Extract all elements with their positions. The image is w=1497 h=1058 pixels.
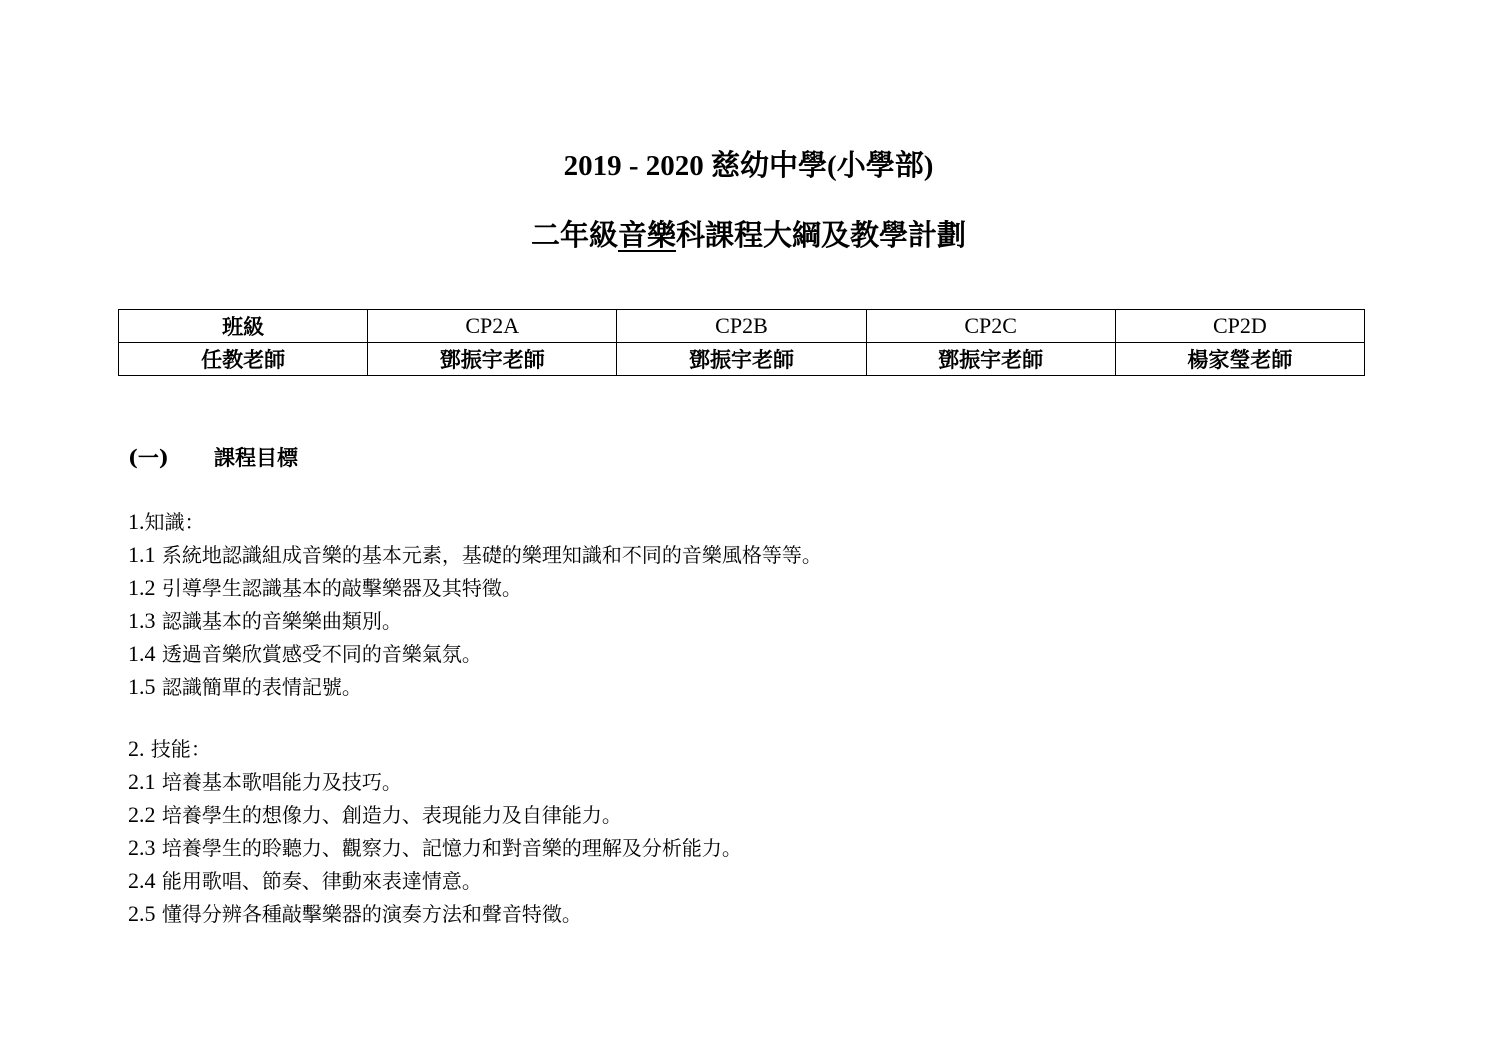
subtitle-subject: 音樂: [617, 218, 676, 252]
table-cell: 班級: [119, 310, 368, 343]
table-cell: 任教老師: [119, 343, 368, 376]
section-title: 課程目標: [214, 445, 298, 470]
list-heading-text: 知識：: [144, 510, 205, 534]
table-row-class: [119, 310, 1365, 343]
list-heading-text: 技能：: [150, 737, 211, 761]
knowledge-list: [128, 505, 822, 703]
list-item-number: 1.1: [128, 542, 156, 567]
document-title: 2019 - 2020 慈幼中學(小學部): [563, 150, 934, 182]
table-row-teacher: [119, 343, 1365, 376]
list-item: [128, 798, 742, 831]
section-number: (一): [128, 445, 169, 470]
list-item-text: 透過音樂欣賞感受不同的音樂氣氛。: [161, 642, 482, 666]
list-item: [128, 538, 822, 571]
section-heading: [128, 442, 298, 472]
list-item-text: 培養學生的聆聽力、觀察力、記憶力和對音樂的理解及分析能力。: [161, 836, 742, 860]
list-item: [128, 571, 822, 604]
list-item-number: 1.5: [128, 674, 156, 699]
table-cell: CP2D: [1115, 310, 1364, 343]
list-item-text: 能用歌唱、節奏、律動來表達情意。: [161, 869, 482, 893]
list-item: [128, 604, 822, 637]
list-item-text: 懂得分辨各種敲擊樂器的演奏方法和聲音特徵。: [161, 902, 582, 926]
list-item: [128, 765, 742, 798]
list-heading: [128, 732, 742, 765]
list-item-text: 認識基本的音樂樂曲類別。: [161, 609, 402, 633]
list-item: [128, 897, 742, 930]
list-item-number: 2.3: [128, 835, 156, 860]
list-item-number: 1.3: [128, 608, 156, 633]
list-item: [128, 864, 742, 897]
list-item-text: 系統地認識組成音樂的基本元素，基礎的樂理知識和不同的音樂風格等等。: [161, 543, 822, 567]
subtitle-prefix: 二年級: [530, 218, 618, 252]
list-item: [128, 637, 822, 670]
list-heading: [128, 505, 822, 538]
list-item-number: 2.4: [128, 868, 156, 893]
list-item-number: 1.4: [128, 641, 156, 666]
list-item-text: 培養基本歌唱能力及技巧。: [161, 770, 402, 794]
table-cell: CP2A: [368, 310, 617, 343]
table-cell: 楊家瑩老師: [1115, 343, 1364, 376]
list-heading-number: 2.: [128, 736, 145, 761]
table-cell: 鄧振宇老師: [617, 343, 866, 376]
list-item-number: 2.2: [128, 802, 156, 827]
table-cell: CP2B: [617, 310, 866, 343]
list-item: [128, 831, 742, 864]
table-cell: 鄧振宇老師: [368, 343, 617, 376]
list-item-number: 1.2: [128, 575, 156, 600]
document-subtitle: [0, 213, 1497, 254]
table-cell: 鄧振宇老師: [866, 343, 1115, 376]
list-item-text: 培養學生的想像力、創造力、表現能力及自律能力。: [161, 803, 622, 827]
subtitle-suffix: 科課程大綱及教學計劃: [676, 218, 967, 252]
list-heading-number: 1.: [128, 509, 145, 534]
class-teacher-table: [118, 309, 1365, 376]
skills-list: [128, 732, 742, 930]
list-item: [128, 670, 822, 703]
list-item-text: 引導學生認識基本的敲擊樂器及其特徵。: [161, 576, 522, 600]
list-item-number: 2.1: [128, 769, 156, 794]
list-item-number: 2.5: [128, 901, 156, 926]
table-cell: CP2C: [866, 310, 1115, 343]
list-item-text: 認識簡單的表情記號。: [161, 675, 362, 699]
